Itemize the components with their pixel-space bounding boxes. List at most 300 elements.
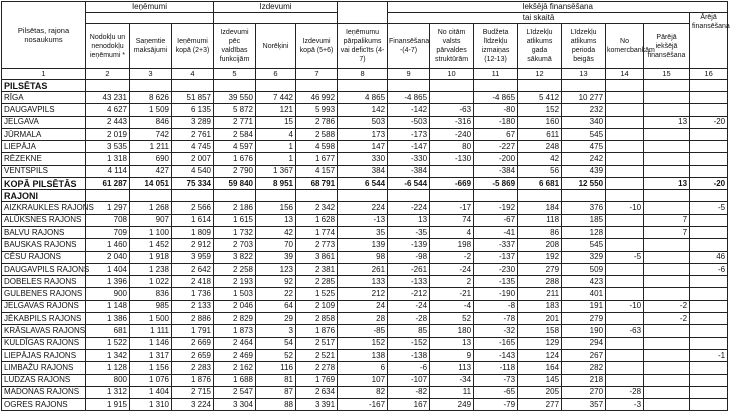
cell-value: 82 [338,386,388,398]
row-label: JELGAVAS RAJONS [2,300,86,312]
cell-value: 192 [518,251,562,263]
cell-value [690,337,728,349]
cell-value: 545 [562,239,606,251]
cell-value [644,239,690,251]
col-header-9: Finansēšana -(4-7) [388,24,430,69]
cell-value: 2 761 [172,128,214,140]
column-number: 9 [388,69,430,80]
cell-value: 158 [518,325,562,337]
cell-value: 423 [562,276,606,288]
cell-value: 2 046 [214,300,256,312]
row-label: KULDĪGAS RAJONS [2,337,86,349]
cell-value: 67 [474,128,518,140]
table-row [2,300,728,312]
section-blank-cell [644,80,690,92]
cell-value: 8 951 [256,178,296,190]
cell-value [690,374,728,386]
cell-value: -85 [338,325,388,337]
cell-value [690,141,728,153]
cell-value: 156 [256,202,296,214]
cell-value: -24 [388,300,430,312]
row-label: LUDZAS RAJONS [2,374,86,386]
cell-value: 198 [430,239,474,251]
cell-value: 1 676 [214,153,256,165]
row-label: DAUGAVPILS RAJONS [2,263,86,275]
table-row [2,288,728,300]
cell-value [644,141,690,153]
cell-value: 129 [518,337,562,349]
cell-value: 357 [562,399,606,411]
cell-value: -6 544 [388,178,430,190]
cell-value [690,276,728,288]
column-number: 14 [606,69,644,80]
cell-value: 4 540 [172,165,214,177]
cell-value: 1 146 [130,337,172,349]
table-row [2,239,728,251]
cell-value: 4 [256,128,296,140]
cell-value: 1 452 [130,239,172,251]
cell-value [644,92,690,104]
cell-value: 4 597 [214,141,256,153]
cell-value: 2 133 [172,300,214,312]
cell-value: -167 [338,399,388,411]
row-label: KOPĀ PILSĒTĀS [2,178,86,190]
table-header [2,2,728,80]
cell-value: 13 [644,178,690,190]
cell-value [606,337,644,349]
cell-value: 7 [644,226,690,238]
table-row [2,374,728,386]
cell-value: 1 615 [214,214,256,226]
cell-value: -35 [388,226,430,238]
section-blank-cell [474,80,518,92]
cell-value: 1 876 [172,374,214,386]
cell-value: 46 [690,251,728,263]
table-row [2,214,728,226]
cell-value: 1 310 [130,399,172,411]
cell-value [644,251,690,263]
table-row [2,325,728,337]
total-row [2,178,728,190]
financing-group-header: Iekšējā finansēšana [388,2,728,13]
row-label: LIMBAŽU RAJONS [2,362,86,374]
section-blank-cell [338,80,388,92]
section-blank-cell [130,80,172,92]
cell-value: -5 [606,251,644,263]
table-row [2,263,728,275]
cell-value: -137 [474,251,518,263]
cell-value: 8 626 [130,92,172,104]
cell-value: 98 [338,251,388,263]
section-blank-cell [214,190,256,202]
cell-value: 1 460 [86,239,130,251]
row-label: DOBELES RAJONS [2,276,86,288]
row-label: LIEPĀJAS RAJONS [2,349,86,361]
cell-value: 9 [430,349,474,361]
row-label: CĒSU RAJONS [2,251,86,263]
cell-value: 248 [518,141,562,153]
cell-value [606,92,644,104]
cell-value: 138 [338,349,388,361]
cell-value: 2 659 [172,349,214,361]
cell-value: 907 [130,214,172,226]
section-blank-cell [430,80,474,92]
col-header-4: Ieņēmumi kopā (2+3) [172,24,214,69]
cell-value [606,374,644,386]
cell-value: 61 287 [86,178,130,190]
cell-value: 509 [562,263,606,275]
cell-value: 1 791 [172,325,214,337]
cell-value: -80 [474,104,518,116]
section-blank-cell [296,80,338,92]
cell-value: 2 642 [172,263,214,275]
cell-value: 376 [562,202,606,214]
cell-value: -142 [388,104,430,116]
table-row [2,165,728,177]
cell-value: -139 [388,239,430,251]
cell-value: 681 [86,325,130,337]
section-blank-cell [644,190,690,202]
cell-value [644,263,690,275]
cell-value: 2 829 [214,313,256,325]
cell-value [606,128,644,140]
cell-value: 208 [518,239,562,251]
cell-value [430,92,474,104]
cell-value: 1 809 [172,226,214,238]
cell-value: 708 [86,214,130,226]
col-header-7: Izdevumi kopā (5+6) [296,24,338,69]
cell-value: -6 [690,263,728,275]
cell-value: 13 [430,337,474,349]
cell-value [606,141,644,153]
col-header-15: Pārējā iekšējā finansēšana [644,24,690,69]
cell-value: 74 [430,214,474,226]
cell-value: 6 681 [518,178,562,190]
column-number: 15 [644,69,690,80]
cell-value: 56 [518,165,562,177]
col-header-8-text: Ieņēmumu pārpalikums vai deficīts (4-7) [338,24,388,69]
cell-value [690,325,728,337]
row-label: RĪGA [2,92,86,104]
section-title: RAJONI [2,190,86,202]
table-row [2,399,728,411]
row-label: VENTSPILS [2,165,86,177]
cell-value: -4 865 [388,92,430,104]
cell-value: 2 771 [214,116,256,128]
cell-value [690,226,728,238]
row-label: BAUSKAS RAJONS [2,239,86,251]
table-row [2,386,728,398]
cell-value: 690 [130,153,172,165]
cell-value [606,349,644,361]
table-row [2,92,728,104]
cell-value [690,288,728,300]
cell-value: 475 [562,141,606,153]
cell-value [690,214,728,226]
cell-value: 6 544 [338,178,388,190]
column-number: 1 [2,69,86,80]
section-blank-cell [518,80,562,92]
cell-value [644,288,690,300]
column-number: 7 [296,69,338,80]
cell-value [690,362,728,374]
cell-value: 1 100 [130,226,172,238]
cell-value: 330 [338,153,388,165]
col-header-14: No komercbankām [606,24,644,69]
column-number: 16 [690,69,728,80]
cell-value: -5 [690,202,728,214]
column-number: 12 [518,69,562,80]
cell-value: 1 769 [296,374,338,386]
cell-value: 39 [256,251,296,263]
financing-sub-header: tai skaitā [388,13,690,24]
cell-value [606,214,644,226]
cell-value: 51 857 [172,92,214,104]
column-number: 11 [474,69,518,80]
cell-value: 145 [518,374,562,386]
cell-value [606,313,644,325]
section-title: PILSĒTAS [2,80,86,92]
cell-value: 2 588 [296,128,338,140]
section-blank-cell [130,190,172,202]
cell-value: 2 381 [296,263,338,275]
cell-value: -212 [388,288,430,300]
cell-value: 384 [338,165,388,177]
cell-value: 1 317 [130,349,172,361]
cell-value: 1 [256,141,296,153]
cell-value: 3 [256,325,296,337]
cell-value [644,386,690,398]
cell-value: 277 [518,399,562,411]
cell-value: 2 669 [172,337,214,349]
cell-value [606,116,644,128]
cell-value: 2 547 [214,386,256,398]
cell-value: 42 [256,226,296,238]
cell-value: 152 [518,104,562,116]
cell-value: 329 [562,251,606,263]
cell-value: -147 [388,141,430,153]
cell-value: 205 [518,386,562,398]
table-row [2,104,728,116]
cell-value [644,399,690,411]
cell-value: -2 [644,313,690,325]
cell-value: 1 156 [130,362,172,374]
cell-value: -5 869 [474,178,518,190]
col-header-13: Līdzekļu atlikums perioda beigās [562,24,606,69]
cell-value: 13 [644,116,690,128]
cell-value: 167 [388,399,430,411]
row-label: LIEPĀJA [2,141,86,153]
cell-value: 1 [256,153,296,165]
cell-value: -13 [338,214,388,226]
cell-value [644,349,690,361]
cell-value: 1 774 [296,226,338,238]
cell-value: 4 627 [86,104,130,116]
budget-table [1,1,728,411]
cell-value: -21 [430,288,474,300]
cell-value: 1 732 [214,226,256,238]
col-header-5: Izdevumi pēc valdības funkcijām [214,24,256,69]
cell-value: 28 [338,313,388,325]
section-header-row [2,80,728,92]
cell-value: 742 [130,128,172,140]
table-row [2,362,728,374]
column-number-row [2,69,728,80]
section-blank-cell [562,80,606,92]
cell-value [644,337,690,349]
cell-value: -82 [388,386,430,398]
row-label: ALŪKSNES RAJONS [2,214,86,226]
cell-value: 2 193 [214,276,256,288]
cell-value [690,386,728,398]
cell-value: 3 304 [214,399,256,411]
cell-value: 211 [518,288,562,300]
cell-value: -503 [388,116,430,128]
cell-value: 288 [518,276,562,288]
cell-value: 1 918 [130,251,172,263]
section-blank-cell [430,190,474,202]
cell-value: 2 109 [296,300,338,312]
cell-value: -2 [430,251,474,263]
cell-value: 1 503 [214,288,256,300]
cell-value: 133 [338,276,388,288]
income-group-header: Ieņēmumi [86,2,214,13]
cell-value: -28 [388,313,430,325]
cell-value: 13 [256,214,296,226]
cell-value [606,153,644,165]
cell-value: 39 550 [214,92,256,104]
cell-value: 2 517 [296,337,338,349]
cell-value: -10 [606,202,644,214]
cell-value: -227 [474,141,518,153]
cell-value: 12 550 [562,178,606,190]
cell-value: -133 [388,276,430,288]
cell-value: 68 791 [296,178,338,190]
cell-value: 1 522 [86,337,130,349]
cell-value: 2 007 [172,153,214,165]
cell-value: -10 [606,300,644,312]
cell-value: 2 342 [296,202,338,214]
cell-value: 2 278 [296,362,338,374]
section-blank-cell [388,190,430,202]
cell-value: -73 [474,374,518,386]
row-label: JŪRMALA [2,128,86,140]
cell-value: -230 [474,263,518,275]
cell-value: 1 915 [86,399,130,411]
cell-value: -34 [430,374,474,386]
cell-value: -240 [430,128,474,140]
cell-value: 218 [562,374,606,386]
cell-value: 4 745 [172,141,214,153]
cell-value: 191 [562,300,606,312]
cell-value: 13 [388,214,430,226]
cell-value [644,202,690,214]
cell-value: 1 297 [86,202,130,214]
cell-value: 184 [518,202,562,214]
cell-value: 5 993 [296,104,338,116]
cell-value: 42 [518,153,562,165]
section-blank-cell [214,80,256,92]
cell-value: -32 [474,325,518,337]
cell-value: 279 [562,313,606,325]
cell-value: 2 186 [214,202,256,214]
cell-value [606,239,644,251]
cell-value: -63 [430,104,474,116]
cell-value: -98 [388,251,430,263]
section-blank-cell [338,190,388,202]
cell-value: 1 386 [86,313,130,325]
cell-value: -200 [474,153,518,165]
col-header-2: Nodokļu un nenodokļu ieņēmumi * [86,24,130,69]
col-header-10: No citām valsts pārvaldes struktūrām [430,24,474,69]
column-number: 6 [256,69,296,80]
cell-value: -28 [606,386,644,398]
cell-value: 164 [518,362,562,374]
cell-value: 1 509 [130,104,172,116]
expense-group-header: Izdevumi [214,2,338,13]
cell-value: 2 285 [296,276,338,288]
cell-value: 2 773 [296,239,338,251]
column-number: 3 [130,69,172,80]
cell-value [606,178,644,190]
cell-value [644,374,690,386]
cell-value: 70 [256,239,296,251]
cell-value: 1 148 [86,300,130,312]
cell-value [644,153,690,165]
cell-value: 249 [430,399,474,411]
cell-value [606,362,644,374]
cell-value [644,128,690,140]
row-label: MADONAS RAJONS [2,386,86,398]
section-blank-cell [172,80,214,92]
cell-value: -152 [388,337,430,349]
cell-value: 846 [130,116,172,128]
col-header-3: Saņemtie maksājumi [130,24,172,69]
cell-value: 118 [518,214,562,226]
cell-value [606,288,644,300]
cell-value: 75 334 [172,178,214,190]
cell-value: 2 521 [296,349,338,361]
cell-value: 3 224 [172,399,214,411]
cell-value: -143 [474,349,518,361]
col-header-11: Budžeta līdzekļu izmaiņas (12-13) [474,24,518,69]
cell-value: 35 [338,226,388,238]
cell-value: -669 [430,178,474,190]
cell-value: 6 135 [172,104,214,116]
cell-value: 294 [562,337,606,349]
cell-value: -180 [474,116,518,128]
cell-value: 3 861 [296,251,338,263]
cell-value: 1 268 [130,202,172,214]
cell-value: 1 312 [86,386,130,398]
cell-value: 427 [130,165,172,177]
col-header-8 [338,2,388,24]
cell-value: 5 872 [214,104,256,116]
section-blank-cell [86,190,130,202]
cell-value [690,300,728,312]
row-label: OGRES RAJONS [2,399,86,411]
cell-value: 52 [256,349,296,361]
cell-value [430,165,474,177]
cell-value: -316 [430,116,474,128]
cell-value [644,276,690,288]
cell-value [606,226,644,238]
cell-value: 2 418 [172,276,214,288]
cell-value: 11 [430,386,474,398]
cell-value: 87 [256,386,296,398]
section-blank-cell [606,190,644,202]
cell-value: 180 [430,325,474,337]
